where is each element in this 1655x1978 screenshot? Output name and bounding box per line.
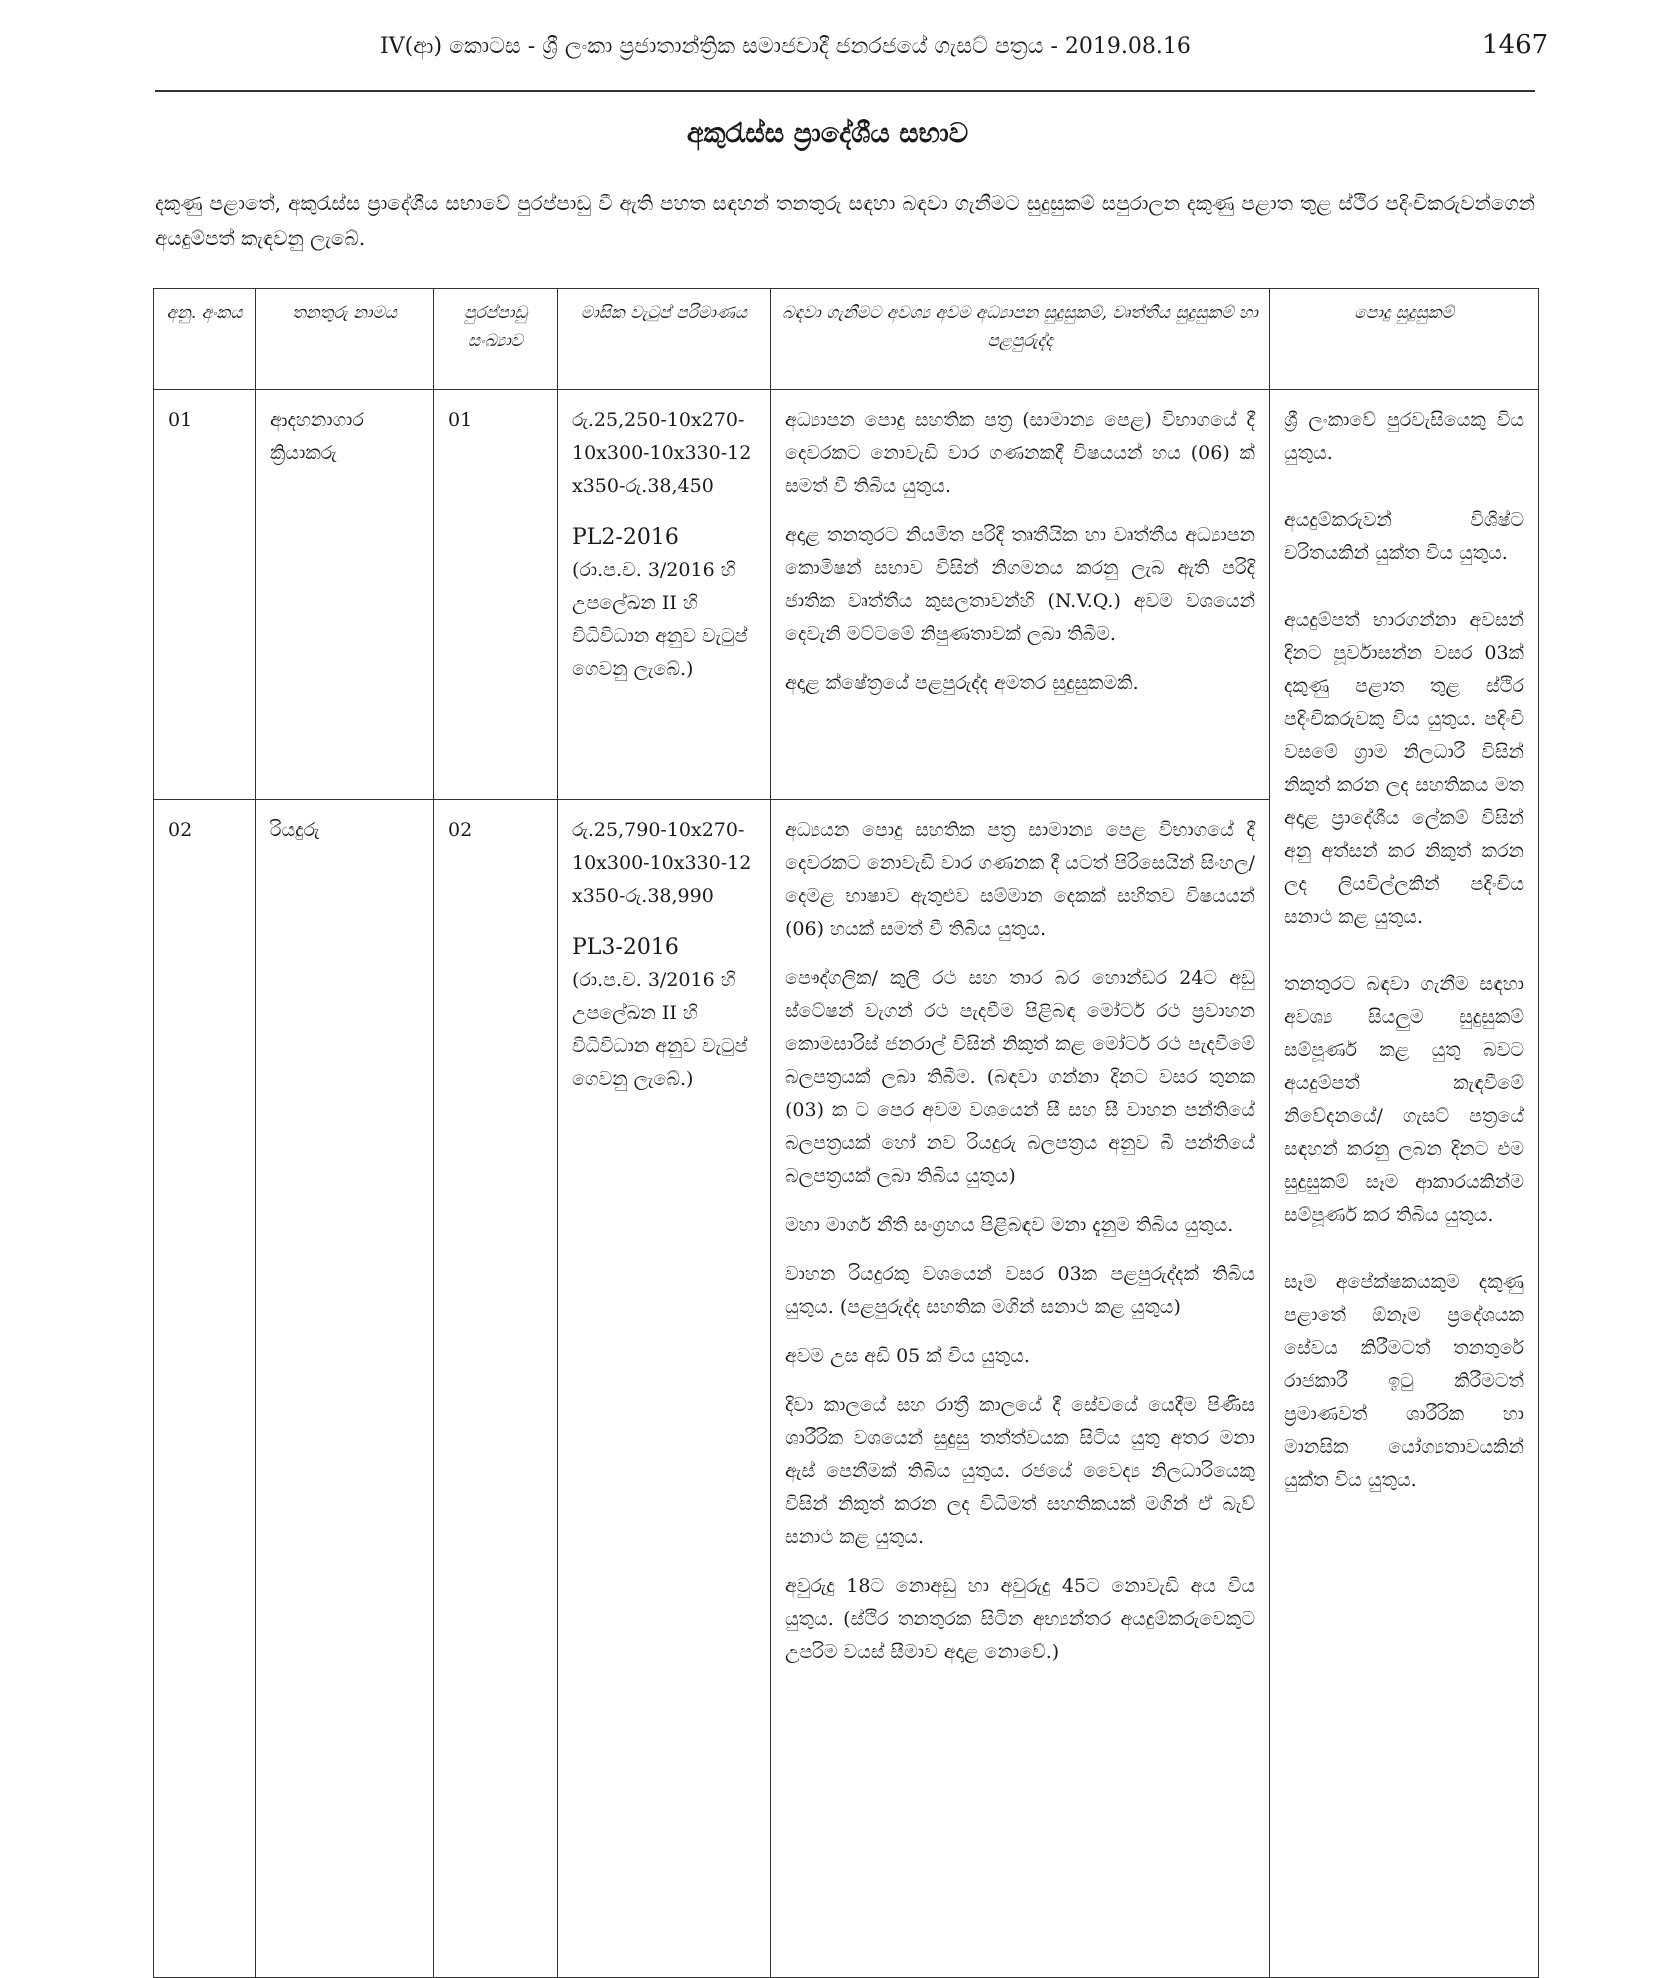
requirement-item: අදාළ තනතුරට නියමිත පරිදි තෘතීයික හා වෘත්තීය අධ්‍යාපන කොමිෂන් සභාව විසින් නිගමනය කරනු ලැබ ඇති පරිදි ජාතික වෘත්තීය කුසලතාවන්හි (N.V.Q.) අවම වශයෙන් දෙවැනි මට්ටමේ නිපුණතාවක් ලබා තිබීම. <box>785 524 1256 645</box>
row-number: 02 <box>154 800 256 1978</box>
header-rule <box>155 90 1535 92</box>
intro-paragraph: දකුණු පළාතේ, අකුරැස්ස ප්‍රාදේශීය සභාවේ පුරප්පාඩු වී ඇති පහත සඳහන් තනතුරු සඳහා බඳවා ගැනීමට සුදුසුකම් සපුරාලන දකුණු පළාත තුළ ස්ථිර පදිංචිකරුවන්ගෙන් අයදුම්පත් කැඳවනු ලැබේ. <box>155 191 1535 250</box>
col-header-general: පොදු සුදුසුකම් <box>1270 289 1539 390</box>
requirement-item: වාහන රියදුරකු වශයෙන් වසර 03ක පළපුරුද්දක් තිබිය යුතුය. (පළපුරුද්ද සහතික මගින් සනාථ කළ යුතුය) <box>785 1263 1255 1318</box>
vacancy-table <box>153 288 1539 1978</box>
general-qualification-item: අයදුම්කරුවන් විශිෂ්ට චරිතයකින් යුක්ත විය යුතුය. <box>1284 509 1524 564</box>
salary-cell <box>558 800 771 1978</box>
requirements-cell <box>771 390 1270 800</box>
general-qualifications-cell <box>1270 390 1539 1978</box>
salary-code: PL2-2016 <box>572 525 679 550</box>
requirement-item: අධ්‍යාපන පොදු සහතික පත්‍ර (සාමාන්‍ය පෙළ) විභාගයේ දී දෙවරකට නොවැඩි වාර ගණනකදී විෂයයන් හය (06) ක් සමත් වී තිබිය යුතුය. <box>785 409 1255 497</box>
col-header-salary: මාසික වැටුප් පරිමාණය <box>558 289 771 390</box>
post-name: රියදුරු <box>256 800 434 1978</box>
requirement-item: අවුරුදු 18ට නොඅඩු හා අවුරුදු 45ට නොවැඩි අය විය යුතුය. (ස්ථිර තනතුරක සිටින අභ්‍යන්තර අයදුම්කරුවෙකුට උපරිම වයස් සීමාව අදාළ නොවේ.) <box>785 1575 1255 1663</box>
requirement-item: අධ්‍යයන පොදු සහතික පත්‍ර සාමාන්‍ය පෙළ විභාගයේ දී දෙවරකට නොවැඩි වාර ගණනක දී යටත් පිරිසෙයින් සිංහල/දෙමළ භාෂාව ඇතුළුව සම්මාන දෙකක් සහිතව විෂයයන් (06) හයක් සමත් වී තිබිය යුතුය. <box>785 819 1255 940</box>
col-header-post: තනතුරු නාමය <box>256 289 434 390</box>
requirement-item: අදාළ ක්ෂේත්‍රයේ පළපුරුද්ද අමතර සුදුසුකමකි. <box>785 672 1139 694</box>
requirement-item: පෞද්ගලික/ කුලී රථ සහ තාර බර හොන්ඩර 24ට අඩු ස්ටේෂන් වැගන් රථ පැදවීම පිළිබඳ මෝටර් රථ ප්‍රවාහන කොමසාරිස් ජනරාල් විසින් නිකුත් කළ මෝටර් රථ පැදවීමේ බලපත්‍රයක් ලබා තිබීම. (බඳවා ගන්නා දිනට වසර තුනක (03) ක ට පෙර අවම වශයෙන් සී සහ සී වාහන පන්තියේ බලපත්‍රයක් හෝ නව රියදුරු බලපත්‍රය අනුව බී පන්තියේ බලපත්‍රයක් ලබා තිබිය යුතුය) <box>785 967 1255 1187</box>
row-number: 01 <box>154 390 256 800</box>
col-header-number: අනු. අංකය <box>154 289 256 390</box>
gazette-header <box>0 30 1655 70</box>
header-title: IV(ආ) කොටස - ශ්‍රී ලංකා ප්‍රජාතාන්ත්‍රික සමාජවාදී ජනරජයේ ගැසට් පත්‍රය - 2019.08.16 <box>380 34 1191 59</box>
salary-cell <box>558 390 771 800</box>
requirement-item: දිවා කාලයේ සහ රාත්‍රී කාලයේ දී සේවයේ යෙදීම පිණිස ශාරීරික වශයෙන් සුදුසු තත්ත්වයක සිටිය යුතු අතර මනා ඇස් පෙනීමක් තිබිය යුතුය. රජයේ වෛද්‍ය නිලධාරියෙකු විසින් නිකුත් කරන ලද විධිමත් සහතිකයක් මගින් ඒ බැව් සනාථ කළ යුතුය. <box>785 1394 1255 1548</box>
general-qualification-item: තනතුරට බඳවා ගැනීම සඳහා අවශ්‍ය සියලුම සුදුසුකම් සම්පූර්ණ කළ යුතු බවට අයදුම්පත් කැඳවීමේ නිවේදනයේ/ ගැසට් පත්‍රයේ සඳහන් කරනු ලබන දිනට එම සුදුසුකම් සෑම ආකාරයකින්ම සම්පූර්ණ කර තිබිය යුතුය. <box>1284 973 1524 1226</box>
requirements-cell <box>771 800 1270 1978</box>
salary-scale: රු.25,250-10x270-10x300-10x330-12x350-රු.38,450 <box>572 409 752 497</box>
requirement-item: මහා මාර්ග නීති සංග්‍රහය පිළිබඳව මනා දැනුම තිබිය යුතුය. <box>785 1214 1234 1236</box>
salary-note: (රා.ප.ච. 3/2016 හි උපලේඛන II හි විධිවිධාන අනුව වැටුප් ගෙවනු ලැබේ.) <box>572 969 748 1090</box>
vacancy-count: 02 <box>434 800 558 1978</box>
general-qualification-item: සෑම අපේක්ෂකයකුම දකුණු පළාතේ ඕනෑම ප්‍රදේශයක සේවය කිරීමටත් තනතුරේ රාජකාරී ඉටු කිරීමටත් ප්‍රමාණවත් ශාරීරික හා මානසික යෝග්‍යතාවයකින් යුක්ත විය යුතුය. <box>1284 1271 1524 1491</box>
general-qualification-item: අයදුම්පත් භාරගන්නා අවසන් දිනට පූර්වාසන්න වසර 03ක් දකුණු පළාත තුළ ස්ථිර පදිංචිකරුවකු විය යුතුය. පදිංචි වසමේ ග්‍රාම නිලධාරී විසින් නිකුත් කරන ලද සහතිකය මත අදාළ ප්‍රාදේශීය ලේකම් විසින් අනු අත්සන් කර නිකුත් කරන ලද ලියවිල්ලකින් පදිංචිය සනාථ කළ යුතුය. <box>1284 609 1524 928</box>
salary-scale: රු.25,790-10x270-10x300-10x330-12x350-රු.38,990 <box>572 819 752 907</box>
table-header-row <box>154 289 1539 390</box>
page-number: 1467 <box>1482 30 1549 60</box>
salary-code: PL3-2016 <box>572 935 679 960</box>
general-qualification-item: ශ්‍රී ලංකාවේ පුරවැසියෙකු විය යුතුය. <box>1284 409 1524 464</box>
post-name: ආදහනාගාර ක්‍රියාකරු <box>256 390 434 800</box>
section-title: අකුරැස්ස ප්‍රාදේශීය සභාව <box>686 118 969 149</box>
col-header-requirements: බඳවා ගැනීමට අවශ්‍ය අවම අධ්‍යාපන සුදුසුකම්, වෘත්තීය සුදුසුකම් හා පළපුරුද්ද <box>771 289 1270 390</box>
table-row <box>154 390 1539 800</box>
vacancy-count: 01 <box>434 390 558 800</box>
requirement-item: අවම උස අඩි 05 ක් විය යුතුය. <box>785 1345 1030 1367</box>
salary-note: (රා.ප.ච. 3/2016 හි උපලේඛන II හි විධිවිධාන අනුව වැටුප් ගෙවනු ලැබේ.) <box>572 559 748 680</box>
col-header-vacancies: පුරප්පාඩු සංඛ්‍යාව <box>434 289 558 390</box>
